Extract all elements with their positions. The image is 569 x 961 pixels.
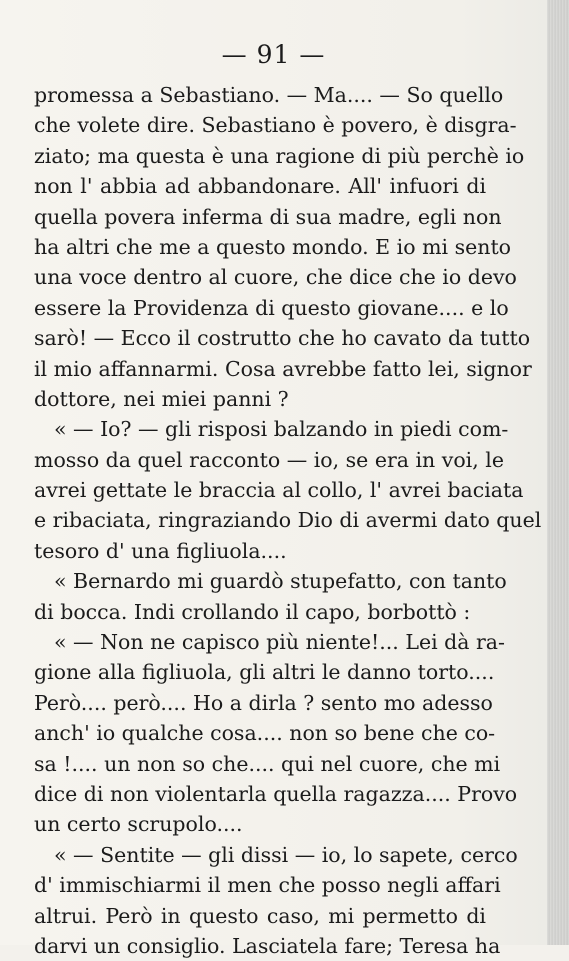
text-line: « — Non ne capisco più niente!... Lei dà ra- [54,630,505,655]
page-number: — 91 — [221,40,326,69]
text-line: « — Sentite — gli dissi — io, lo sapete, cerco [54,842,518,867]
text-line: ha altri che me a questo mondo. E io mi sento [34,234,512,259]
text-line: quella povera inferma di sua madre, egli non [34,204,502,229]
text-line: una voce dentro al cuore, che dice che io devo [34,265,517,290]
page-edge [547,0,569,945]
text-line: anch' io qualche cosa.... non so bene che co- [34,721,496,746]
text-line: essere la Providenza di questo giovane.... e lo [34,295,509,320]
text-line: mosso da quel racconto — io, se era in voi, le [34,447,504,472]
text-line: e ribaciata, ringraziando Dio di avermi dato quel [34,508,542,533]
text-line: di bocca. Indi crollando il capo, borbottò : [34,599,471,624]
text-line: d' immischiarmi il men che posso negli affari [34,873,501,898]
text-line: « — Io? — gli risposi balzando in piedi com- [54,417,509,442]
text-line: gione alla figliuola, gli altri le danno torto.... [34,660,495,685]
text-line: altrui. Però in questo caso, mi permetto di [34,903,486,928]
body-text [34,80,542,961]
text-line: darvi un consiglio. Lasciatela fare; Teresa ha [34,933,501,958]
text-line: Però.... però.... Ho a dirla ? sento mo adesso [34,690,493,715]
text-line: promessa a Sebastiano. — Ma.... — So quello [34,83,504,107]
text-line: avrei gettate le braccia al collo, l' avrei baciata [34,478,524,503]
text-line: che volete dire. Sebastiano è povero, è disgra- [34,113,517,138]
text-line: il mio affannarmi. Cosa avrebbe fatto lei, signor [34,356,532,381]
text-line: dice di non violentarla quella ragazza.... Provo [34,781,518,806]
text-line: tesoro d' una figliuola.... [34,538,287,563]
text-line: non l' abbia ad abbandonare. All' infuori di [34,174,486,199]
text-line: « Bernardo mi guardò stupefatto, con tanto [54,569,507,594]
text-line: ziato; ma questa è una ragione di più perchè io [34,143,525,168]
text-line: un certo scrupolo.... [34,812,243,837]
text-line: sarò! — Ecco il costrutto che ho cavato da tutto [34,326,531,351]
text-line: sa !.... un non so che.... qui nel cuore, che mi [34,751,501,776]
text-line: dottore, nei miei panni ? [34,386,289,411]
